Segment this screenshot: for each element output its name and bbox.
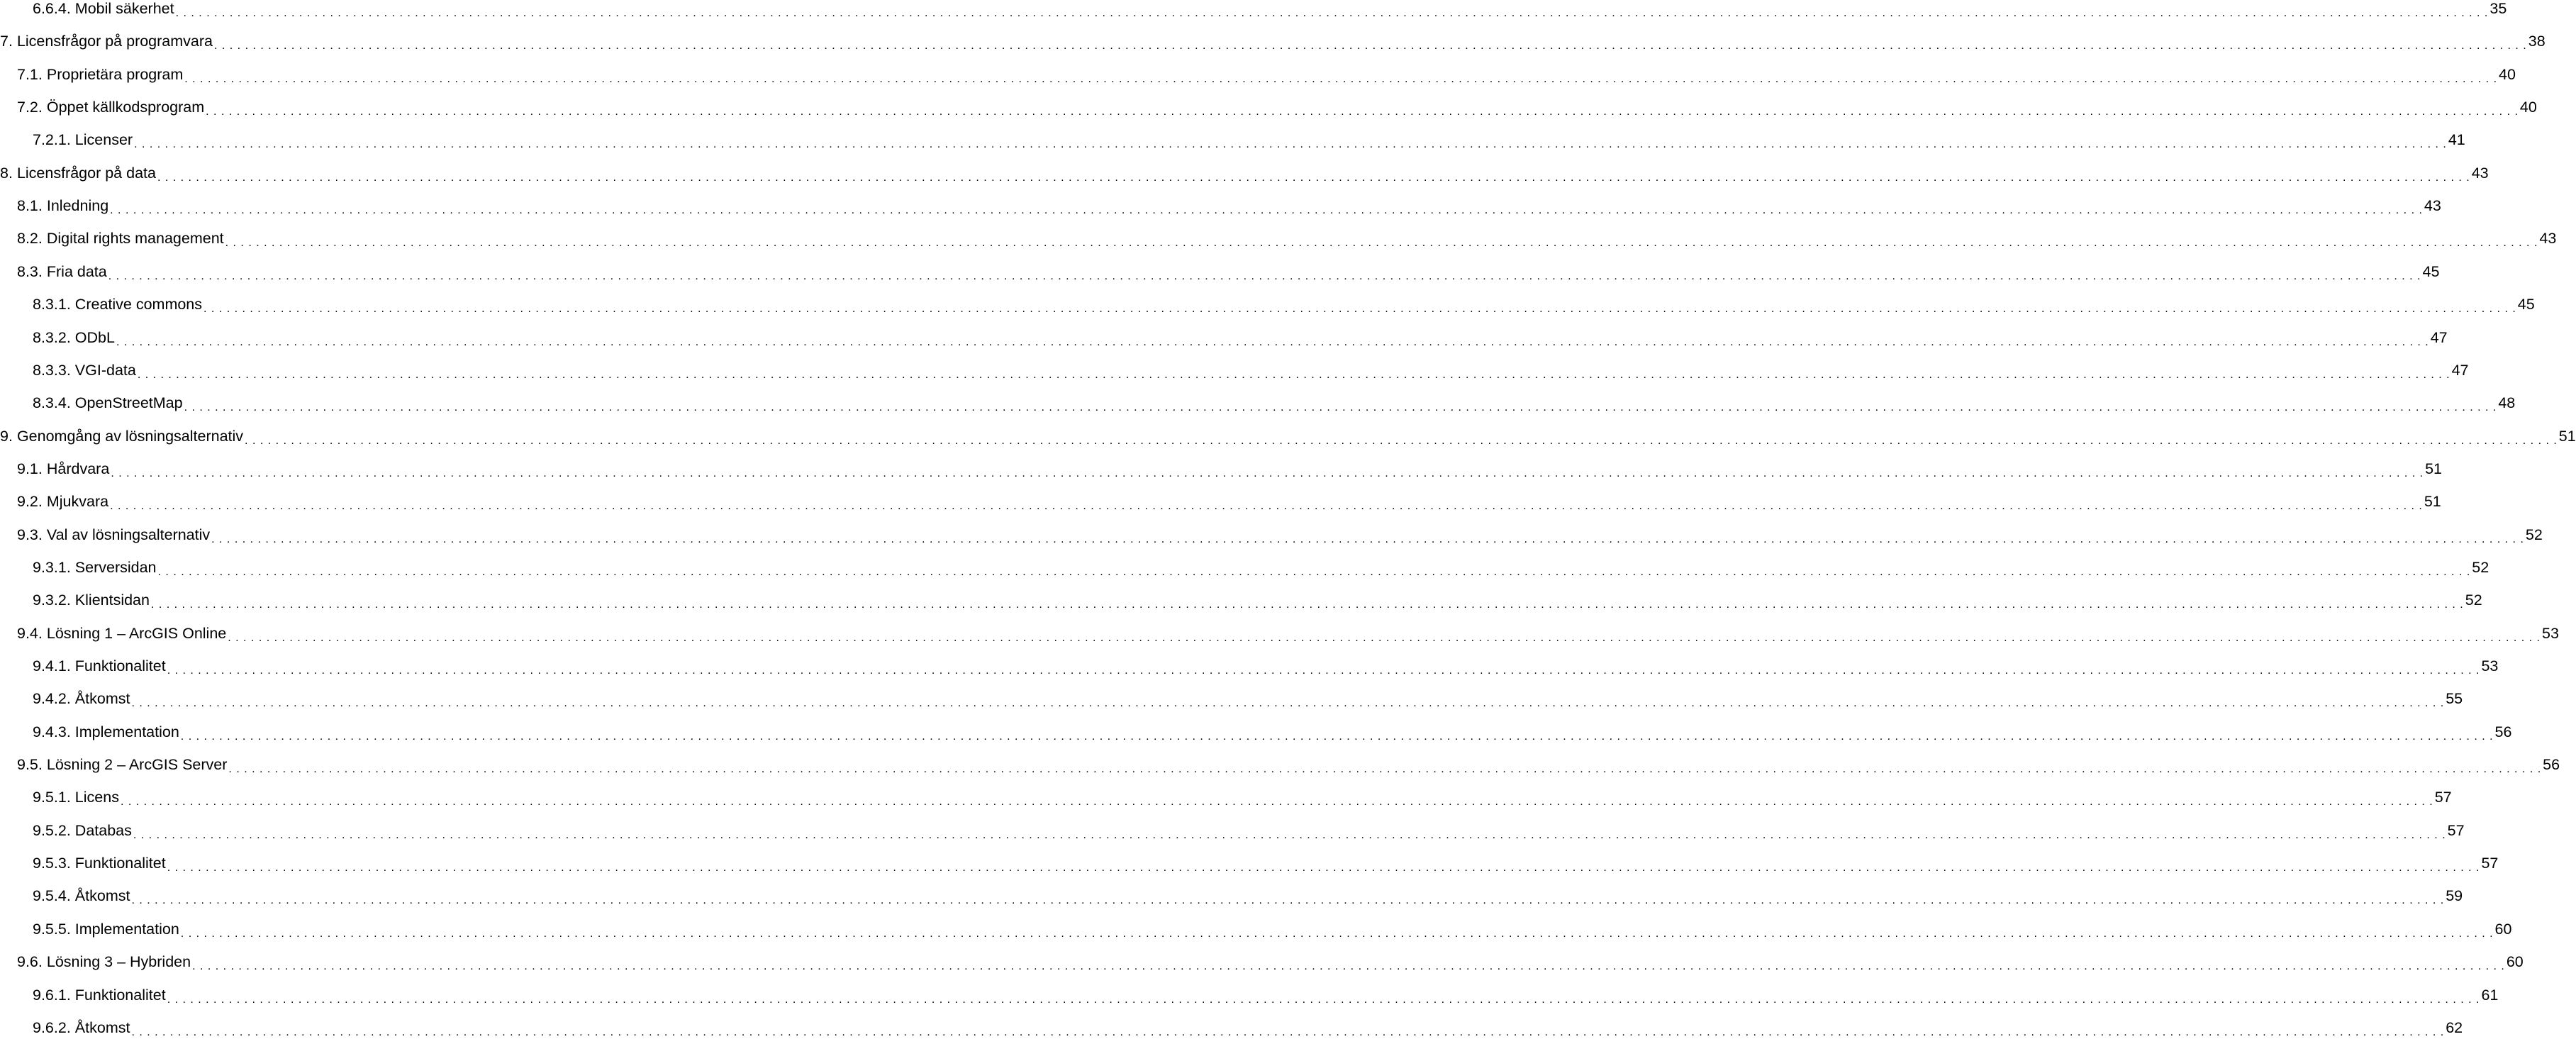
toc-entry-number: 8.3.4. — [33, 394, 71, 412]
toc-entry[interactable] — [33, 913, 2512, 945]
toc-leader-dots: . . . . . . . . . . . . . . . . . . . . . . . . . . . . . . . . . . . . . . . . . . . . . . . . . . . . . . . . . . . . . . . . . . . . . . . . . . . . . . . . . . . . . . . . . . . . . . . . . . . . . . . . . . . . . . . . . . . . . . . . . . . . . . . . . . . . . . . . . . . . . . . . . . . . . . . . . . . . . . . . . . . . . . . . . . . . . . . . . . . . . . . . . . . . . . . . . . . . . . . . . . . . . . . . . . . . . . . . . . . . . . . . . . . . . . . . . . . . . . . . . . . . . . . . . . . . . . . . . . . . . . . . . . . . . . . . . . . . . . . . . . . . . . . . . . . . . . . . . . . . — [228, 631, 2541, 644]
toc-entry-number: 9.6.2. — [33, 1018, 71, 1036]
toc-entry-page-number: 45 — [2422, 262, 2440, 280]
toc-entry-title: Åtkomst — [74, 887, 130, 905]
toc-entry-text — [17, 518, 210, 551]
toc-entry-page-number: 48 — [2498, 394, 2516, 412]
toc-entry-title: Lösning 3 – Hybriden — [46, 953, 191, 971]
toc-entry[interactable] — [17, 189, 2441, 222]
toc-entry-page-number: 43 — [2539, 230, 2557, 248]
toc-entry-text — [0, 25, 213, 57]
toc-entry-title: Funktionalitet — [74, 657, 166, 674]
toc-entry-number: 9.5. — [17, 756, 43, 774]
toc-entry-number: 9.2. — [17, 493, 43, 511]
toc-entry-title: Funktionalitet — [74, 986, 166, 1004]
toc-entry[interactable] — [17, 748, 2560, 781]
toc-entry-text — [17, 452, 109, 485]
toc-entry-number: 9. — [0, 427, 13, 445]
toc-entry-page-number: 40 — [2519, 99, 2537, 116]
toc-entry-number: 9.4. — [17, 624, 43, 642]
toc-leader-dots: . . . . . . . . . . . . . . . . . . . . . . . . . . . . . . . . . . . . . . . . . . . . . . . . . . . . . . . . . . . . . . . . . . . . . . . . . . . . . . . . . . . . . . . . . . . . . . . . . . . . . . . . . . . . . . . . . . . . . . . . . . . . . . . . . . . . . . . . . . . . . . . . . . . . . . . . . . . . . . . . . . . . . . . . . . . . . . . . . . . . . . . . . . . . . . . . . . . . . . . . . . . . . . . . . . . . . . . . . . . . . . . . . . . . . . . . . . . . . . . . . . . . . . . . . . . . . . . . . . . . . . . . . . . . . . . . . . . . . . . . . . . . . . . . . . . . . . . . . . . . — [137, 368, 2450, 381]
toc-entry-number: 8.3.3. — [33, 361, 71, 379]
toc-entry-number: 9.3.1. — [33, 558, 71, 576]
toc-entry-number: 9.6.1. — [33, 986, 71, 1004]
toc-entry-text — [33, 584, 150, 616]
toc-leader-dots: . . . . . . . . . . . . . . . . . . . . . . . . . . . . . . . . . . . . . . . . . . . . . . . . . . . . . . . . . . . . . . . . . . . . . . . . . . . . . . . . . . . . . . . . . . . . . . . . . . . . . . . . . . . . . . . . . . . . . . . . . . . . . . . . . . . . . . . . . . . . . . . . . . . . . . . . . . . . . . . . . . . . . . . . . . . . . . . . . . . . . . . . . . . . . . . . . . . . . . . . . . . . . . . . . . . . . . . . . . . . . . . . . . . . . . . . . . . . . . . . . . . . . . . . . . . . . . . . . . . . . . . . . . . . . . . . . . . . . . . . . . . . . . . . . . . . . . . . . . . . — [167, 993, 2480, 1006]
toc-entry-title: Öppet källkodsprogram — [46, 99, 205, 116]
toc-entry[interactable] — [33, 321, 2448, 354]
toc-entry-page-number: 41 — [2448, 131, 2465, 149]
toc-entry-text — [33, 354, 136, 387]
toc-leader-dots: . . . . . . . . . . . . . . . . . . . . . . . . . . . . . . . . . . . . . . . . . . . . . . . . . . . . . . . . . . . . . . . . . . . . . . . . . . . . . . . . . . . . . . . . . . . . . . . . . . . . . . . . . . . . . . . . . . . . . . . . . . . . . . . . . . . . . . . . . . . . . . . . . . . . . . . . . . . . . . . . . . . . . . . . . . . . . . . . . . . . . . . . . . . . . . . . . . . . . . . . . . . . . . . . . . . . . . . . . . . . . . . . . . . . . . . . . . . . . . . . . . . . . . . . . . . . . . . . . . . . . . . . . . . . . . . . . . . . . . . . . . . . . . . . . . . . . . . . . . . . — [228, 763, 2542, 776]
toc-entry[interactable] — [17, 58, 2516, 91]
toc-leader-dots: . . . . . . . . . . . . . . . . . . . . . . . . . . . . . . . . . . . . . . . . . . . . . . . . . . . . . . . . . . . . . . . . . . . . . . . . . . . . . . . . . . . . . . . . . . . . . . . . . . . . . . . . . . . . . . . . . . . . . . . . . . . . . . . . . . . . . . . . . . . . . . . . . . . . . . . . . . . . . . . . . . . . . . . . . . . . . . . . . . . . . . . . . . . . . . . . . . . . . . . . . . . . . . . . . . . . . . . . . . . . . . . . . . . . . . . . . . . . . . . . . . . . . . . . . . . . . . . . . . . . . . . . . . . . . . . . . . . . . . . . . . . . . . . . . . . . . . . . . . . . — [120, 796, 2433, 809]
toc-entry[interactable] — [0, 420, 2576, 452]
toc-entry[interactable] — [33, 354, 2469, 387]
toc-entry[interactable] — [33, 584, 2482, 616]
toc-entry-number: 7.2. — [17, 99, 43, 116]
toc-entry[interactable] — [33, 716, 2512, 748]
toc-entry-text — [33, 847, 166, 879]
toc-entry[interactable] — [17, 485, 2441, 518]
toc-leader-dots: . . . . . . . . . . . . . . . . . . . . . . . . . . . . . . . . . . . . . . . . . . . . . . . . . . . . . . . . . . . . . . . . . . . . . . . . . . . . . . . . . . . . . . . . . . . . . . . . . . . . . . . . . . . . . . . . . . . . . . . . . . . . . . . . . . . . . . . . . . . . . . . . . . . . . . . . . . . . . . . . . . . . . . . . . . . . . . . . . . . . . . . . . . . . . . . . . . . . . . . . . . . . . . . . . . . . . . . . . . . . . . . . . . . . . . . . . . . . . . . . . . . . . . . . . . . . . . . . . . . . . . . . . . . . . . . . . . . . . . . . . . . . . . . . . . . . . . . . . . . . — [131, 1026, 2445, 1038]
toc-entry-number: 8.3.2. — [33, 328, 71, 346]
toc-entry-text — [33, 650, 166, 682]
toc-entry-title: Funktionalitet — [74, 855, 166, 872]
toc-entry-page-number: 52 — [2465, 592, 2482, 609]
toc-entry-number: 8. — [0, 164, 13, 182]
toc-leader-dots: . . . . . . . . . . . . . . . . . . . . . . . . . . . . . . . . . . . . . . . . . . . . . . . . . . . . . . . . . . . . . . . . . . . . . . . . . . . . . . . . . . . . . . . . . . . . . . . . . . . . . . . . . . . . . . . . . . . . . . . . . . . . . . . . . . . . . . . . . . . . . . . . . . . . . . . . . . . . . . . . . . . . . . . . . . . . . . . . . . . . . . . . . . . . . . . . . . . . . . . . . . . . . . . . . . . . . . . . . . . . . . . . . . . . . . . . . . . . . . . . . . . . . . . . . . . . . . . . . . . . . . . . . . . . . . . . . . . . . . . . . . . . . . . . . . . . . . . . . . . . — [131, 894, 2445, 907]
toc-entry-page-number: 38 — [2528, 33, 2546, 50]
toc-entry[interactable] — [17, 452, 2442, 485]
toc-entry-text — [33, 879, 130, 912]
toc-entry[interactable] — [17, 617, 2559, 650]
toc-leader-dots: . . . . . . . . . . . . . . . . . . . . . . . . . . . . . . . . . . . . . . . . . . . . . . . . . . . . . . . . . . . . . . . . . . . . . . . . . . . . . . . . . . . . . . . . . . . . . . . . . . . . . . . . . . . . . . . . . . . . . . . . . . . . . . . . . . . . . . . . . . . . . . . . . . . . . . . . . . . . . . . . . . . . . . . . . . . . . . . . . . . . . . . . . . . . . . . . . . . . . . . . . . . . . . . . . . . . . . . . . . . . . . . . . . . . . . . . . . . . . . . . . . . . . . . . . . . . . . . . . . . . . . . . . . . . . . . . . . . . . . . . . . . . . . . . . . . . . . . . . . . . — [134, 138, 2447, 151]
toc-entry-page-number: 57 — [2434, 789, 2452, 806]
toc-leader-dots: . . . . . . . . . . . . . . . . . . . . . . . . . . . . . . . . . . . . . . . . . . . . . . . . . . . . . . . . . . . . . . . . . . . . . . . . . . . . . . . . . . . . . . . . . . . . . . . . . . . . . . . . . . . . . . . . . . . . . . . . . . . . . . . . . . . . . . . . . . . . . . . . . . . . . . . . . . . . . . . . . . . . . . . . . . . . . . . . . . . . . . . . . . . . . . . . . . . . . . . . . . . . . . . . . . . . . . . . . . . . . . . . . . . . . . . . . . . . . . . . . . . . . . . . . . . . . . . . . . . . . . . . . . . . . . . . . . . . . . . . . . . . . . . . . . . . . . . . . . . . — [133, 828, 2446, 841]
toc-entry-number: 9.6. — [17, 953, 43, 971]
toc-entry-page-number: 56 — [2494, 723, 2512, 740]
toc-leader-dots: . . . . . . . . . . . . . . . . . . . . . . . . . . . . . . . . . . . . . . . . . . . . . . . . . . . . . . . . . . . . . . . . . . . . . . . . . . . . . . . . . . . . . . . . . . . . . . . . . . . . . . . . . . . . . . . . . . . . . . . . . . . . . . . . . . . . . . . . . . . . . . . . . . . . . . . . . . . . . . . . . . . . . . . . . . . . . . . . . . . . . . . . . . . . . . . . . . . . . . . . . . . . . . . . . . . . . . . . . . . . . . . . . . . . . . . . . . . . . . . . . . . . . . . . . . . . . . . . . . . . . . . . . . . . . . . . . . . . . . . . . . . . . . . . . . . . . . . . . . . . — [167, 862, 2480, 874]
toc-entry-title: Åtkomst — [74, 690, 130, 708]
toc-entry-title: Klientsidan — [74, 592, 150, 609]
toc-entry-page-number: 43 — [2424, 197, 2441, 215]
toc-entry-text — [33, 682, 130, 715]
toc-entry-text — [0, 157, 156, 189]
toc-entry-page-number: 53 — [2481, 657, 2499, 674]
toc-entry-text — [33, 321, 115, 354]
toc-entry-page-number: 56 — [2543, 756, 2560, 774]
toc-entry-number: 7.1. — [17, 65, 43, 83]
toc-entry[interactable] — [33, 0, 2507, 25]
toc-entry-page-number: 60 — [2494, 920, 2512, 938]
toc-entry[interactable] — [33, 879, 2463, 912]
toc-leader-dots: . . . . . . . . . . . . . . . . . . . . . . . . . . . . . . . . . . . . . . . . . . . . . . . . . . . . . . . . . . . . . . . . . . . . . . . . . . . . . . . . . . . . . . . . . . . . . . . . . . . . . . . . . . . . . . . . . . . . . . . . . . . . . . . . . . . . . . . . . . . . . . . . . . . . . . . . . . . . . . . . . . . . . . . . . . . . . . . . . . . . . . . . . . . . . . . . . . . . . . . . . . . . . . . . . . . . . . . . . . . . . . . . . . . . . . . . . . . . . . . . . . . . . . . . . . . . . . . . . . . . . . . . . . . . . . . . . . . . . . . . . . . . . . . . . . . . . . . . . . . . — [211, 533, 2524, 545]
toc-entry-title: VGI-data — [74, 361, 136, 379]
toc-entry-title: Databas — [74, 821, 132, 839]
toc-leader-dots: . . . . . . . . . . . . . . . . . . . . . . . . . . . . . . . . . . . . . . . . . . . . . . . . . . . . . . . . . . . . . . . . . . . . . . . . . . . . . . . . . . . . . . . . . . . . . . . . . . . . . . . . . . . . . . . . . . . . . . . . . . . . . . . . . . . . . . . . . . . . . . . . . . . . . . . . . . . . . . . . . . . . . . . . . . . . . . . . . . . . . . . . . . . . . . . . . . . . . . . . . . . . . . . . . . . . . . . . . . . . . . . . . . . . . . . . . . . . . . . . . . . . . . . . . . . . . . . . . . . . . . . . . . . . . . . . . . . . . . . . . . . . . . . . . . . . . . . . . . . . — [167, 665, 2480, 677]
toc-entry-page-number: 47 — [2430, 328, 2448, 346]
toc-entry-page-number: 59 — [2446, 887, 2463, 905]
toc-leader-dots: . . . . . . . . . . . . . . . . . . . . . . . . . . . . . . . . . . . . . . . . . . . . . . . . . . . . . . . . . . . . . . . . . . . . . . . . . . . . . . . . . . . . . . . . . . . . . . . . . . . . . . . . . . . . . . . . . . . . . . . . . . . . . . . . . . . . . . . . . . . . . . . . . . . . . . . . . . . . . . . . . . . . . . . . . . . . . . . . . . . . . . . . . . . . . . . . . . . . . . . . . . . . . . . . . . . . . . . . . . . . . . . . . . . . . . . . . . . . . . . . . . . . . . . . . . . . . . . . . . . . . . . . . . . . . . . . . . . . . . . . . . . . . . . . . . . . . . . . . . . . — [131, 697, 2445, 710]
toc-entry-title: Inledning — [46, 197, 109, 215]
toc-entry-page-number: 60 — [2506, 953, 2524, 971]
toc-entry-title: Licenser — [74, 131, 133, 149]
toc-entry-title: Åtkomst — [74, 1018, 130, 1036]
toc-leader-dots: . . . . . . . . . . . . . . . . . . . . . . . . . . . . . . . . . . . . . . . . . . . . . . . . . . . . . . . . . . . . . . . . . . . . . . . . . . . . . . . . . . . . . . . . . . . . . . . . . . . . . . . . . . . . . . . . . . . . . . . . . . . . . . . . . . . . . . . . . . . . . . . . . . . . . . . . . . . . . . . . . . . . . . . . . . . . . . . . . . . . . . . . . . . . . . . . . . . . . . . . . . . . . . . . . . . . . . . . . . . . . . . . . . . . . . . . . . . . . . . . . . . . . . . . . . . . . . . . . . . . . . . . . . . . . . . . . . . . . . . . . . . . . . . . . . . . . . . . . . . . — [157, 171, 2470, 184]
toc-entry-text — [17, 748, 227, 781]
toc-entry[interactable] — [17, 255, 2440, 288]
toc-entry-title: Proprietära program — [46, 65, 184, 83]
toc-entry[interactable] — [17, 91, 2537, 123]
toc-entry-text — [17, 91, 204, 123]
toc-entry-text — [17, 58, 183, 91]
toc-entry-page-number: 51 — [2425, 460, 2442, 477]
toc-entry-title: Implementation — [74, 920, 179, 938]
toc-entry-page-number: 45 — [2517, 296, 2535, 313]
toc-entry-title: Hårdvara — [46, 460, 110, 477]
toc-entry-text — [33, 288, 202, 321]
toc-leader-dots: . . . . . . . . . . . . . . . . . . . . . . . . . . . . . . . . . . . . . . . . . . . . . . . . . . . . . . . . . . . . . . . . . . . . . . . . . . . . . . . . . . . . . . . . . . . . . . . . . . . . . . . . . . . . . . . . . . . . . . . . . . . . . . . . . . . . . . . . . . . . . . . . . . . . . . . . . . . . . . . . . . . . . . . . . . . . . . . . . . . . . . . . . . . . . . . . . . . . . . . . . . . . . . . . . . . . . . . . . . . . . . . . . . . . . . . . . . . . . . . . . . . . . . . . . . . . . . . . . . . . . . . . . . . . . . . . . . . . . . . . . . . . . . . . . . . . . . . . . . . . — [245, 434, 2558, 447]
toc-leader-dots: . . . . . . . . . . . . . . . . . . . . . . . . . . . . . . . . . . . . . . . . . . . . . . . . . . . . . . . . . . . . . . . . . . . . . . . . . . . . . . . . . . . . . . . . . . . . . . . . . . . . . . . . . . . . . . . . . . . . . . . . . . . . . . . . . . . . . . . . . . . . . . . . . . . . . . . . . . . . . . . . . . . . . . . . . . . . . . . . . . . . . . . . . . . . . . . . . . . . . . . . . . . . . . . . . . . . . . . . . . . . . . . . . . . . . . . . . . . . . . . . . . . . . . . . . . . . . . . . . . . . . . . . . . . . . . . . . . . . . . . . . . . . . . . . . . . . . . . . . . . . — [108, 270, 2421, 282]
toc-leader-dots: . . . . . . . . . . . . . . . . . . . . . . . . . . . . . . . . . . . . . . . . . . . . . . . . . . . . . . . . . . . . . . . . . . . . . . . . . . . . . . . . . . . . . . . . . . . . . . . . . . . . . . . . . . . . . . . . . . . . . . . . . . . . . . . . . . . . . . . . . . . . . . . . . . . . . . . . . . . . . . . . . . . . . . . . . . . . . . . . . . . . . . . . . . . . . . . . . . . . . . . . . . . . . . . . . . . . . . . . . . . . . . . . . . . . . . . . . . . . . . . . . . . . . . . . . . . . . . . . . . . . . . . . . . . . . . . . . . . . . . . . . . . . . . . . . . . . . . . . . . . . — [110, 500, 2423, 513]
toc-entry-title: Lösning 1 – ArcGIS Online — [46, 624, 227, 642]
toc-entry-number: 9.5.1. — [33, 789, 71, 806]
toc-entry[interactable] — [33, 682, 2463, 715]
toc-entry-page-number: 53 — [2542, 624, 2559, 642]
toc-entry-title: Licens — [74, 789, 119, 806]
toc-entry-page-number: 40 — [2499, 65, 2516, 83]
toc-entry[interactable] — [33, 847, 2499, 879]
toc-leader-dots: . . . . . . . . . . . . . . . . . . . . . . . . . . . . . . . . . . . . . . . . . . . . . . . . . . . . . . . . . . . . . . . . . . . . . . . . . . . . . . . . . . . . . . . . . . . . . . . . . . . . . . . . . . . . . . . . . . . . . . . . . . . . . . . . . . . . . . . . . . . . . . . . . . . . . . . . . . . . . . . . . . . . . . . . . . . . . . . . . . . . . . . . . . . . . . . . . . . . . . . . . . . . . . . . . . . . . . . . . . . . . . . . . . . . . . . . . . . . . . . . . . . . . . . . . . . . . . . . . . . . . . . . . . . . . . . . . . . . . . . . . . . . . . . . . . . . . . . . . . . . — [116, 335, 2429, 348]
toc-entry[interactable] — [33, 979, 2499, 1011]
toc-entry-number: 8.2. — [17, 230, 43, 248]
toc-entry-page-number: 47 — [2451, 361, 2469, 379]
toc-entry[interactable] — [33, 551, 2489, 584]
toc-entry-text — [33, 387, 183, 419]
toc-entry-title: Serversidan — [74, 558, 157, 576]
toc-entry-title: Licensfrågor på data — [16, 164, 156, 182]
toc-entry-text — [17, 945, 191, 978]
toc-leader-dots: . . . . . . . . . . . . . . . . . . . . . . . . . . . . . . . . . . . . . . . . . . . . . . . . . . . . . . . . . . . . . . . . . . . . . . . . . . . . . . . . . . . . . . . . . . . . . . . . . . . . . . . . . . . . . . . . . . . . . . . . . . . . . . . . . . . . . . . . . . . . . . . . . . . . . . . . . . . . . . . . . . . . . . . . . . . . . . . . . . . . . . . . . . . . . . . . . . . . . . . . . . . . . . . . . . . . . . . . . . . . . . . . . . . . . . . . . . . . . . . . . . . . . . . . . . . . . . . . . . . . . . . . . . . . . . . . . . . . . . . . . . . . . . . . . . . . . . . . . . . . — [180, 927, 2494, 940]
toc-entry-text — [33, 913, 179, 945]
toc-entry-number: 9.4.2. — [33, 690, 71, 708]
toc-entry-number: 9.4.3. — [33, 723, 71, 740]
toc-entry[interactable] — [33, 781, 2452, 813]
toc-leader-dots: . . . . . . . . . . . . . . . . . . . . . . . . . . . . . . . . . . . . . . . . . . . . . . . . . . . . . . . . . . . . . . . . . . . . . . . . . . . . . . . . . . . . . . . . . . . . . . . . . . . . . . . . . . . . . . . . . . . . . . . . . . . . . . . . . . . . . . . . . . . . . . . . . . . . . . . . . . . . . . . . . . . . . . . . . . . . . . . . . . . . . . . . . . . . . . . . . . . . . . . . . . . . . . . . . . . . . . . . . . . . . . . . . . . . . . . . . . . . . . . . . . . . . . . . . . . . . . . . . . . . . . . . . . . . . . . . . . . . . . . . . . . . . . . . . . . . . . . . . . . . — [110, 204, 2423, 217]
toc-entry[interactable] — [33, 288, 2535, 321]
toc-entry-page-number: 51 — [2558, 427, 2576, 445]
toc-leader-dots: . . . . . . . . . . . . . . . . . . . . . . . . . . . . . . . . . . . . . . . . . . . . . . . . . . . . . . . . . . . . . . . . . . . . . . . . . . . . . . . . . . . . . . . . . . . . . . . . . . . . . . . . . . . . . . . . . . . . . . . . . . . . . . . . . . . . . . . . . . . . . . . . . . . . . . . . . . . . . . . . . . . . . . . . . . . . . . . . . . . . . . . . . . . . . . . . . . . . . . . . . . . . . . . . . . . . . . . . . . . . . . . . . . . . . . . . . . . . . . . . . . . . . . . . . . . . . . . . . . . . . . . . . . . . . . . . . . . . . . . . . . . . . . . . . . . . . . . . . . . . — [214, 40, 2527, 52]
toc-entry-text — [33, 0, 174, 25]
toc-entry-text — [17, 255, 107, 288]
toc-entry-number: 9.4.1. — [33, 657, 71, 674]
toc-entry-number: 9.5.3. — [33, 855, 71, 872]
toc-entry[interactable] — [17, 518, 2543, 551]
toc-entry-title: Digital rights management — [46, 230, 224, 248]
toc-leader-dots: . . . . . . . . . . . . . . . . . . . . . . . . . . . . . . . . . . . . . . . . . . . . . . . . . . . . . . . . . . . . . . . . . . . . . . . . . . . . . . . . . . . . . . . . . . . . . . . . . . . . . . . . . . . . . . . . . . . . . . . . . . . . . . . . . . . . . . . . . . . . . . . . . . . . . . . . . . . . . . . . . . . . . . . . . . . . . . . . . . . . . . . . . . . . . . . . . . . . . . . . . . . . . . . . . . . . . . . . . . . . . . . . . . . . . . . . . . . . . . . . . . . . . . . . . . . . . . . . . . . . . . . . . . . . . . . . . . . . . . . . . . . . . . . . . . . . . . . . . . . . — [175, 7, 2489, 19]
toc-entry-page-number: 43 — [2471, 164, 2489, 182]
toc-entry-text — [33, 1011, 130, 1044]
toc-leader-dots: . . . . . . . . . . . . . . . . . . . . . . . . . . . . . . . . . . . . . . . . . . . . . . . . . . . . . . . . . . . . . . . . . . . . . . . . . . . . . . . . . . . . . . . . . . . . . . . . . . . . . . . . . . . . . . . . . . . . . . . . . . . . . . . . . . . . . . . . . . . . . . . . . . . . . . . . . . . . . . . . . . . . . . . . . . . . . . . . . . . . . . . . . . . . . . . . . . . . . . . . . . . . . . . . . . . . . . . . . . . . . . . . . . . . . . . . . . . . . . . . . . . . . . . . . . . . . . . . . . . . . . . . . . . . . . . . . . . . . . . . . . . . . . . . . . . . . . . . . . . . — [184, 401, 2497, 414]
toc-leader-dots: . . . . . . . . . . . . . . . . . . . . . . . . . . . . . . . . . . . . . . . . . . . . . . . . . . . . . . . . . . . . . . . . . . . . . . . . . . . . . . . . . . . . . . . . . . . . . . . . . . . . . . . . . . . . . . . . . . . . . . . . . . . . . . . . . . . . . . . . . . . . . . . . . . . . . . . . . . . . . . . . . . . . . . . . . . . . . . . . . . . . . . . . . . . . . . . . . . . . . . . . . . . . . . . . . . . . . . . . . . . . . . . . . . . . . . . . . . . . . . . . . . . . . . . . . . . . . . . . . . . . . . . . . . . . . . . . . . . . . . . . . . . . . . . . . . . . . . . . . . . . — [203, 303, 2516, 316]
toc-entry[interactable] — [33, 387, 2516, 419]
toc-entry-title: Lösning 2 – ArcGIS Server — [46, 756, 228, 774]
toc-leader-dots: . . . . . . . . . . . . . . . . . . . . . . . . . . . . . . . . . . . . . . . . . . . . . . . . . . . . . . . . . . . . . . . . . . . . . . . . . . . . . . . . . . . . . . . . . . . . . . . . . . . . . . . . . . . . . . . . . . . . . . . . . . . . . . . . . . . . . . . . . . . . . . . . . . . . . . . . . . . . . . . . . . . . . . . . . . . . . . . . . . . . . . . . . . . . . . . . . . . . . . . . . . . . . . . . . . . . . . . . . . . . . . . . . . . . . . . . . . . . . . . . . . . . . . . . . . . . . . . . . . . . . . . . . . . . . . . . . . . . . . . . . . . . . . . . . . . . . . . . . . . . — [206, 106, 2519, 118]
toc-entry-number: 9.1. — [17, 460, 43, 477]
toc-entry-number: 8.3. — [17, 262, 43, 280]
toc-entry-page-number: 57 — [2481, 855, 2499, 872]
toc-entry-title: Fria data — [46, 262, 107, 280]
toc-leader-dots: . . . . . . . . . . . . . . . . . . . . . . . . . . . . . . . . . . . . . . . . . . . . . . . . . . . . . . . . . . . . . . . . . . . . . . . . . . . . . . . . . . . . . . . . . . . . . . . . . . . . . . . . . . . . . . . . . . . . . . . . . . . . . . . . . . . . . . . . . . . . . . . . . . . . . . . . . . . . . . . . . . . . . . . . . . . . . . . . . . . . . . . . . . . . . . . . . . . . . . . . . . . . . . . . . . . . . . . . . . . . . . . . . . . . . . . . . . . . . . . . . . . . . . . . . . . . . . . . . . . . . . . . . . . . . . . . . . . . . . . . . . . . . . . . . . . . . . . . . . . . — [184, 72, 2498, 85]
toc-entry-text — [33, 551, 157, 584]
toc-entry[interactable] — [33, 814, 2465, 847]
toc-entry-page-number: 35 — [2489, 0, 2507, 17]
toc-leader-dots: . . . . . . . . . . . . . . . . . . . . . . . . . . . . . . . . . . . . . . . . . . . . . . . . . . . . . . . . . . . . . . . . . . . . . . . . . . . . . . . . . . . . . . . . . . . . . . . . . . . . . . . . . . . . . . . . . . . . . . . . . . . . . . . . . . . . . . . . . . . . . . . . . . . . . . . . . . . . . . . . . . . . . . . . . . . . . . . . . . . . . . . . . . . . . . . . . . . . . . . . . . . . . . . . . . . . . . . . . . . . . . . . . . . . . . . . . . . . . . . . . . . . . . . . . . . . . . . . . . . . . . . . . . . . . . . . . . . . . . . . . . . . . . . . . . . . . . . . . . . . — [192, 960, 2505, 973]
toc-entry[interactable] — [33, 1011, 2463, 1044]
toc-entry-text — [33, 716, 179, 748]
toc-entry-number: 9.5.5. — [33, 920, 71, 938]
toc-entry-number: 8.1. — [17, 197, 43, 215]
toc-entry-text — [17, 222, 224, 255]
toc-entry-title: ODbL — [74, 328, 115, 346]
toc-entry-text — [17, 617, 226, 650]
toc-entry-title: OpenStreetMap — [74, 394, 183, 412]
toc-entry-number: 7.2.1. — [33, 131, 71, 149]
toc-entry[interactable] — [17, 945, 2524, 978]
toc-entry-text — [33, 123, 133, 156]
toc-entry[interactable] — [0, 157, 2489, 189]
toc-entry-title: Genomgång av lösningsalternativ — [16, 427, 244, 445]
toc-leader-dots: . . . . . . . . . . . . . . . . . . . . . . . . . . . . . . . . . . . . . . . . . . . . . . . . . . . . . . . . . . . . . . . . . . . . . . . . . . . . . . . . . . . . . . . . . . . . . . . . . . . . . . . . . . . . . . . . . . . . . . . . . . . . . . . . . . . . . . . . . . . . . . . . . . . . . . . . . . . . . . . . . . . . . . . . . . . . . . . . . . . . . . . . . . . . . . . . . . . . . . . . . . . . . . . . . . . . . . . . . . . . . . . . . . . . . . . . . . . . . . . . . . . . . . . . . . . . . . . . . . . . . . . . . . . . . . . . . . . . . . . . . . . . . . . . . . . . . . . . . . . . — [157, 565, 2471, 578]
toc-entry-page-number: 61 — [2481, 986, 2499, 1004]
toc-leader-dots: . . . . . . . . . . . . . . . . . . . . . . . . . . . . . . . . . . . . . . . . . . . . . . . . . . . . . . . . . . . . . . . . . . . . . . . . . . . . . . . . . . . . . . . . . . . . . . . . . . . . . . . . . . . . . . . . . . . . . . . . . . . . . . . . . . . . . . . . . . . . . . . . . . . . . . . . . . . . . . . . . . . . . . . . . . . . . . . . . . . . . . . . . . . . . . . . . . . . . . . . . . . . . . . . . . . . . . . . . . . . . . . . . . . . . . . . . . . . . . . . . . . . . . . . . . . . . . . . . . . . . . . . . . . . . . . . . . . . . . . . . . . . . . . . . . . . . . . . . . . . — [150, 599, 2464, 611]
toc-entry-number: 9.3. — [17, 526, 43, 543]
toc-entry[interactable] — [0, 25, 2546, 57]
toc-entry-title: Implementation — [74, 723, 179, 740]
toc-entry[interactable] — [33, 123, 2465, 156]
toc-entry-number: 8.3.1. — [33, 296, 71, 313]
toc-entry-page-number: 51 — [2424, 493, 2441, 511]
toc-entry[interactable] — [17, 222, 2557, 255]
toc-entry-number: 7. — [0, 33, 13, 50]
toc-entry-title: Mjukvara — [46, 493, 109, 511]
toc-entry-text — [0, 420, 243, 452]
toc-entry-page-number: 52 — [2472, 558, 2489, 576]
toc-entry-text — [33, 814, 132, 847]
toc-entry-number: 6.6.4. — [33, 0, 71, 17]
toc-entry[interactable] — [33, 650, 2499, 682]
toc-entry-number: 9.5.4. — [33, 887, 71, 905]
toc-leader-dots: . . . . . . . . . . . . . . . . . . . . . . . . . . . . . . . . . . . . . . . . . . . . . . . . . . . . . . . . . . . . . . . . . . . . . . . . . . . . . . . . . . . . . . . . . . . . . . . . . . . . . . . . . . . . . . . . . . . . . . . . . . . . . . . . . . . . . . . . . . . . . . . . . . . . . . . . . . . . . . . . . . . . . . . . . . . . . . . . . . . . . . . . . . . . . . . . . . . . . . . . . . . . . . . . . . . . . . . . . . . . . . . . . . . . . . . . . . . . . . . . . . . . . . . . . . . . . . . . . . . . . . . . . . . . . . . . . . . . . . . . . . . . . . . . . . . . . . . . . . . . — [111, 467, 2424, 479]
toc-entry-title: Creative commons — [74, 296, 203, 313]
toc-entry-text — [17, 485, 108, 518]
toc-entry-number: 9.5.2. — [33, 821, 71, 839]
toc-entry-page-number: 52 — [2525, 526, 2543, 543]
toc-entry-text — [17, 189, 108, 222]
toc-entry-page-number: 55 — [2446, 690, 2463, 708]
toc-leader-dots: . . . . . . . . . . . . . . . . . . . . . . . . . . . . . . . . . . . . . . . . . . . . . . . . . . . . . . . . . . . . . . . . . . . . . . . . . . . . . . . . . . . . . . . . . . . . . . . . . . . . . . . . . . . . . . . . . . . . . . . . . . . . . . . . . . . . . . . . . . . . . . . . . . . . . . . . . . . . . . . . . . . . . . . . . . . . . . . . . . . . . . . . . . . . . . . . . . . . . . . . . . . . . . . . . . . . . . . . . . . . . . . . . . . . . . . . . . . . . . . . . . . . . . . . . . . . . . . . . . . . . . . . . . . . . . . . . . . . . . . . . . . . . . . . . . . . . . . . . . . . — [180, 730, 2494, 743]
toc-entry-page-number: 57 — [2447, 821, 2465, 839]
toc-entry-title: Licensfrågor på programvara — [16, 33, 213, 50]
toc-leader-dots: . . . . . . . . . . . . . . . . . . . . . . . . . . . . . . . . . . . . . . . . . . . . . . . . . . . . . . . . . . . . . . . . . . . . . . . . . . . . . . . . . . . . . . . . . . . . . . . . . . . . . . . . . . . . . . . . . . . . . . . . . . . . . . . . . . . . . . . . . . . . . . . . . . . . . . . . . . . . . . . . . . . . . . . . . . . . . . . . . . . . . . . . . . . . . . . . . . . . . . . . . . . . . . . . . . . . . . . . . . . . . . . . . . . . . . . . . . . . . . . . . . . . . . . . . . . . . . . . . . . . . . . . . . . . . . . . . . . . . . . . . . . . . . . . . . . . . . . . . . . . — [225, 237, 2538, 250]
toc-entry-title: Mobil säkerhet — [74, 0, 174, 17]
toc-entry-text — [33, 979, 166, 1011]
toc-entry-number: 9.3.2. — [33, 592, 71, 609]
toc-entry-text — [33, 781, 119, 813]
toc-entry-title: Val av lösningsalternativ — [46, 526, 211, 543]
toc-entry-page-number: 62 — [2446, 1018, 2463, 1036]
